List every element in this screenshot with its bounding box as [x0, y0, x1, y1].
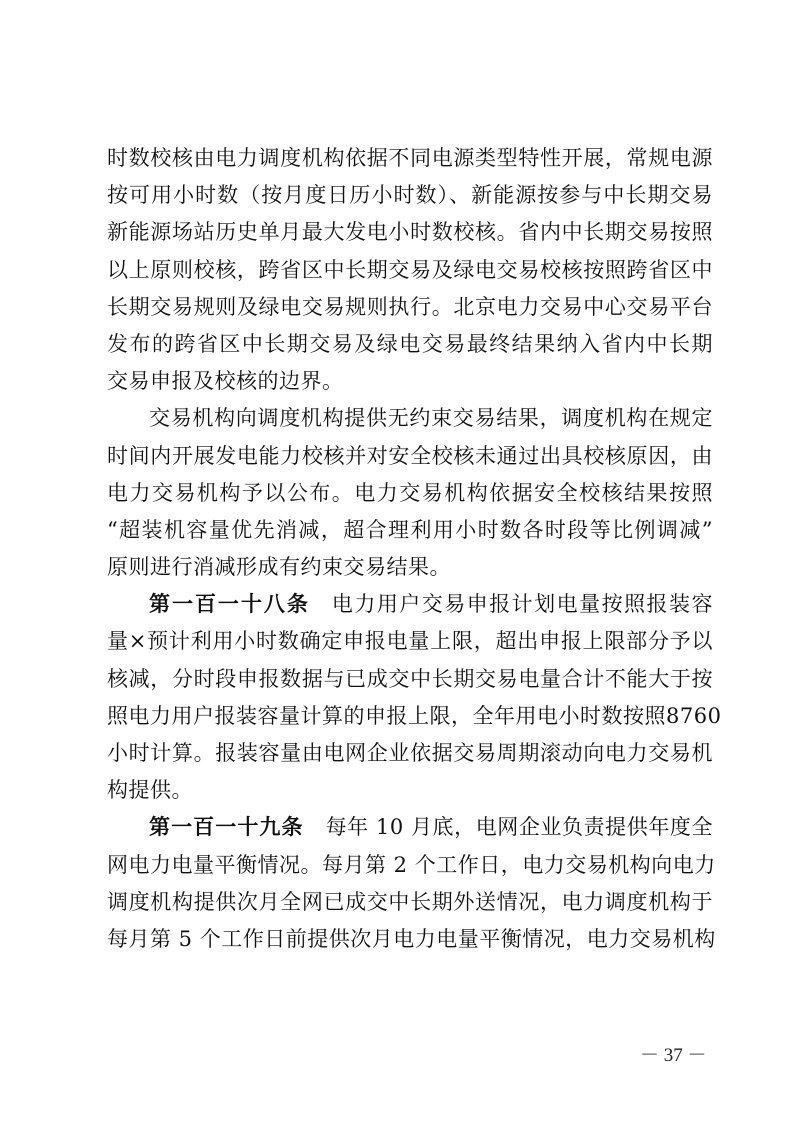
text-line: 交易申报及校核的边界。	[107, 369, 344, 394]
text-line: 时数校核由电力调度机构依据不同电源类型特性开展，常规电源	[107, 146, 713, 170]
paragraph-continuation	[107, 140, 713, 400]
text-line: 构提供。	[107, 778, 193, 803]
article-text: 每年 10 月底，电网企业负责提供年度全	[325, 815, 713, 840]
text-line: 调度机构提供次月全网已成交中长期外送情况，电力调度机构于	[107, 889, 713, 914]
text-line: “超装机容量优先消减，超合理利用小时数各时段等比例调减”	[107, 517, 713, 542]
text-line: 小时计算。报装容量由电网企业依据交易周期滚动向电力交易机	[107, 741, 713, 765]
text-line: 核减，分时段申报数据与已成交中长期交易电量合计不能大于按	[107, 666, 713, 691]
body-text	[107, 140, 722, 958]
article-119	[107, 809, 716, 958]
article-text: 电力用户交易申报计划电量按照报装容	[331, 592, 714, 617]
text-line: 以上原则校核，跨省区中长期交易及绿电交易校核按照跨省区中	[107, 257, 713, 282]
article-number: 第一百一十八条	[149, 592, 310, 617]
paragraph-trading-results	[107, 400, 713, 586]
text-line: 按可用小时数（按月度日历小时数）、新能源按参与中长期交易	[107, 183, 713, 208]
text-line: 新能源场站历史单月最大发电小时数校核。省内中长期交易按照	[107, 220, 713, 245]
text-line: 时间内开展发电能力校核并对安全校核未通过出具校核原因，由	[107, 443, 713, 468]
article-number: 第一百一十九条	[149, 815, 304, 840]
text-line: 照电力用户报装容量计算的申报上限，全年用电小时数按照8760	[107, 703, 722, 728]
text-line: 网电力电量平衡情况。每月第 2 个工作日，电力交易机构向电力	[107, 852, 716, 877]
text-line: 发布的跨省区中长期交易及绿电交易最终结果纳入省内中长期	[107, 331, 713, 356]
text-line	[107, 586, 713, 623]
text-line	[107, 809, 713, 846]
page-number: － 37 －	[640, 1045, 707, 1066]
text-line: 原则进行消减形成有约束交易结果。	[107, 555, 451, 580]
article-118	[107, 586, 722, 809]
text-line: 交易机构向调度机构提供无约束交易结果，调度机构在规定	[149, 406, 713, 431]
text-line: 电力交易机构予以公布。电力交易机构依据安全校核结果按照	[107, 480, 713, 505]
text-line: 每月第 5 个工作日前提供次月电力电量平衡情况，电力交易机构	[107, 926, 716, 951]
text-line: 长期交易规则及绿电交易规则执行。北京电力交易中心交易平台	[107, 294, 713, 319]
text-line: 量×预计利用小时数确定申报电量上限，超出申报上限部分予以	[107, 629, 713, 654]
